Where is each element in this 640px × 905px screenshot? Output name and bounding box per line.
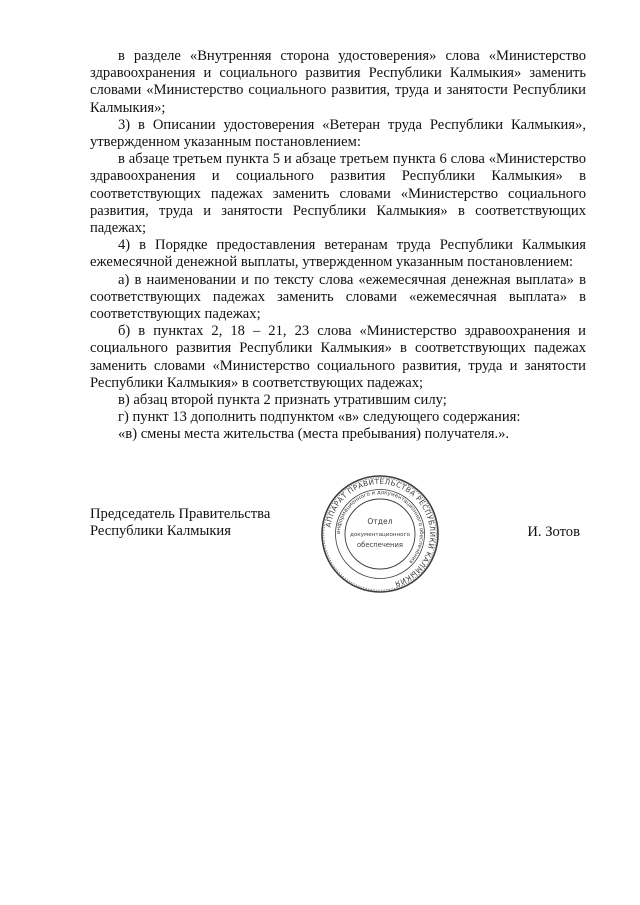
document-body — [90, 48, 586, 444]
signatory-name: И. Зотов — [527, 524, 580, 540]
signatory-title-line: Председатель Правительства — [90, 506, 271, 522]
official-seal-stamp — [320, 474, 440, 594]
paragraph-item-4a: а) в наименовании и по тексту слова «ежемесячная денежная выплата» в соответствующих падежах заменить словами «ежемесячная выплата» в соответствующих падежах; — [90, 271, 586, 323]
seal-center-line: Отдел — [367, 517, 393, 526]
paragraph-item-4b: б) в пунктах 2, 18 – 21, 23 слова «Министерство здравоохранения и социального развития Республики Калмыкия» в соответствующих падежах заменить словами «Министерство социального развития, труда и занятости Республики Калмыкия» в соответствующих падежах; — [90, 323, 586, 391]
seal-inner-ring-text: информационного и документационного обеспечения — [335, 489, 425, 565]
seal-outer-text: АППАРАТ ПРАВИТЕЛЬСТВА РЕСПУБЛИКИ КАЛМЫКИЯ — [323, 476, 438, 589]
paragraph-internal-side: в разделе «Внутренняя сторона удостоверения» слова «Министерство здравоохранения и социального развития Республики Калмыкия» заменить словами «Министерство социального развития, труда и занятости Республики Калмыкия»; — [90, 48, 586, 116]
paragraph-item-3: 3) в Описании удостоверения «Ветеран труда Республики Калмыкия», утвержденном указанным постановлением: — [90, 116, 586, 151]
paragraph-item-4g: г) пункт 13 дополнить подпунктом «в» следующего содержания: — [118, 409, 521, 426]
signatory-title-line: Республики Калмыкия — [90, 523, 231, 540]
seal-center-line: документационного — [350, 532, 410, 538]
paragraph-item-4v: в) абзац второй пункта 2 признать утратившим силу; — [118, 392, 447, 409]
signatory-title — [90, 506, 270, 541]
seal-center-line: обеспечения — [356, 541, 404, 549]
paragraph-item-4g-quote: «в) смены места жительства (места пребывания) получателя.». — [118, 426, 510, 443]
paragraph-item-4: 4) в Порядке предоставления ветеранам труда Республики Калмыкия ежемесячной денежной выплаты, утвержденном указанным постановлением: — [90, 237, 586, 271]
paragraph-item-3-text: в абзаце третьем пункта 5 и абзаце третьем пункта 6 слова «Министерство здравоохранения и социального развития Республики Калмыкия» в соответствующих падежах заменить словами «Министерство социального развития, труда и занятости Республики Калмыкия» в соответствующих падежах; — [90, 151, 586, 237]
